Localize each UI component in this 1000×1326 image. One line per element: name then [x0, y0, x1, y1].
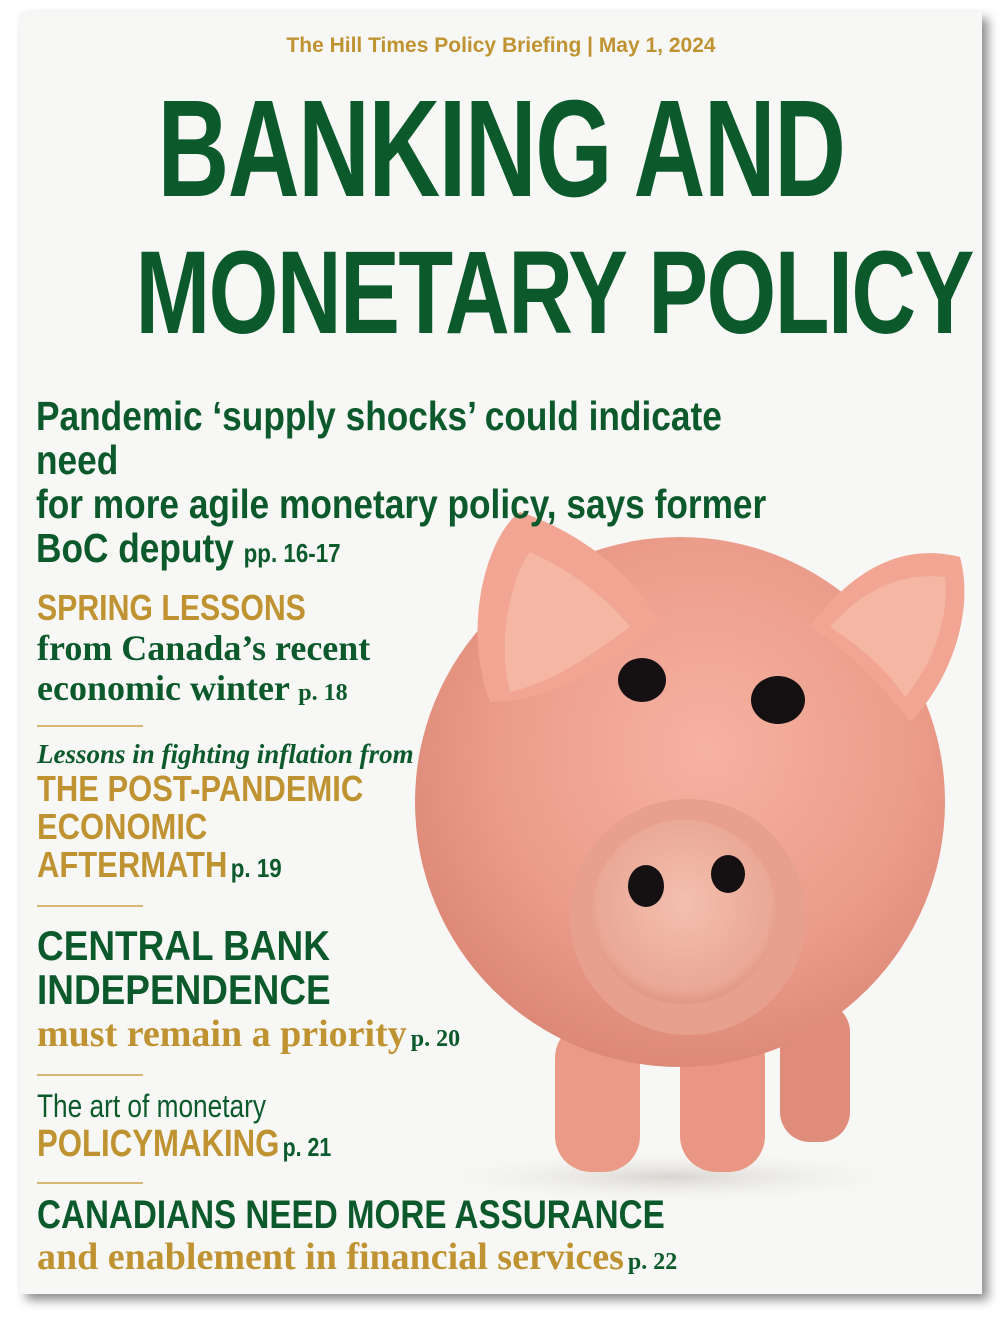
story-kicker: Lessons in fighting inflation from — [37, 739, 414, 769]
story-line: from Canada’s recent — [37, 628, 371, 668]
lead-story-line-2: for more agile monetary policy, says former — [36, 481, 767, 527]
story-post-pandemic[interactable] — [37, 738, 416, 884]
pig-snout — [592, 820, 776, 1004]
divider — [37, 1074, 143, 1076]
story-pages: p. 18 — [298, 680, 348, 706]
story-line: economic winter — [37, 668, 290, 708]
story-art-of-policymaking[interactable] — [37, 1088, 396, 1164]
issue-header: The Hill Times Policy Briefing | May 1, 2024 — [286, 34, 716, 57]
story-line: The art of monetary — [37, 1088, 266, 1124]
pig-eye-left — [618, 658, 666, 702]
magazine-cover — [20, 12, 982, 1294]
lead-story[interactable] — [36, 394, 810, 575]
story-line: and enablement in financial services — [37, 1236, 624, 1278]
story-line: THE POST-PANDEMIC — [37, 768, 364, 809]
story-line: CANADIANS NEED MORE ASSURANCE — [37, 1193, 665, 1237]
cover-title-line-2: MONETARY POLICY — [135, 227, 973, 359]
lead-story-line-3: BoC deputy — [36, 525, 234, 571]
story-canadians-assurance[interactable] — [37, 1194, 793, 1278]
story-central-bank[interactable] — [37, 924, 460, 1056]
pig-nostril-right — [711, 855, 745, 893]
story-line: CENTRAL BANK — [37, 922, 330, 969]
story-pages: p. 22 — [627, 1249, 678, 1275]
story-line: AFTERMATH — [37, 844, 228, 885]
story-line: ECONOMIC — [37, 806, 208, 847]
story-pages: p. 19 — [230, 853, 282, 883]
story-line: INDEPENDENCE — [37, 966, 331, 1013]
story-spring-lessons[interactable] — [37, 588, 370, 713]
cover-title-line-1: BANKING AND — [157, 72, 845, 226]
pig-eye-right — [751, 676, 805, 724]
story-pages: p. 21 — [282, 1132, 332, 1162]
lead-story-pages: pp. 16-17 — [243, 538, 341, 568]
lead-story-line-1: Pandemic ‘supply shocks’ could indicate need — [36, 393, 722, 483]
story-line: POLICYMAKING — [37, 1123, 280, 1165]
divider — [37, 725, 143, 727]
divider — [37, 905, 143, 907]
divider — [37, 1182, 143, 1184]
story-pages: p. 20 — [410, 1026, 461, 1052]
pig-nostril-left — [628, 865, 664, 907]
story-line: must remain a priority — [37, 1013, 407, 1055]
story-heading: SPRING LESSONS — [37, 587, 306, 628]
